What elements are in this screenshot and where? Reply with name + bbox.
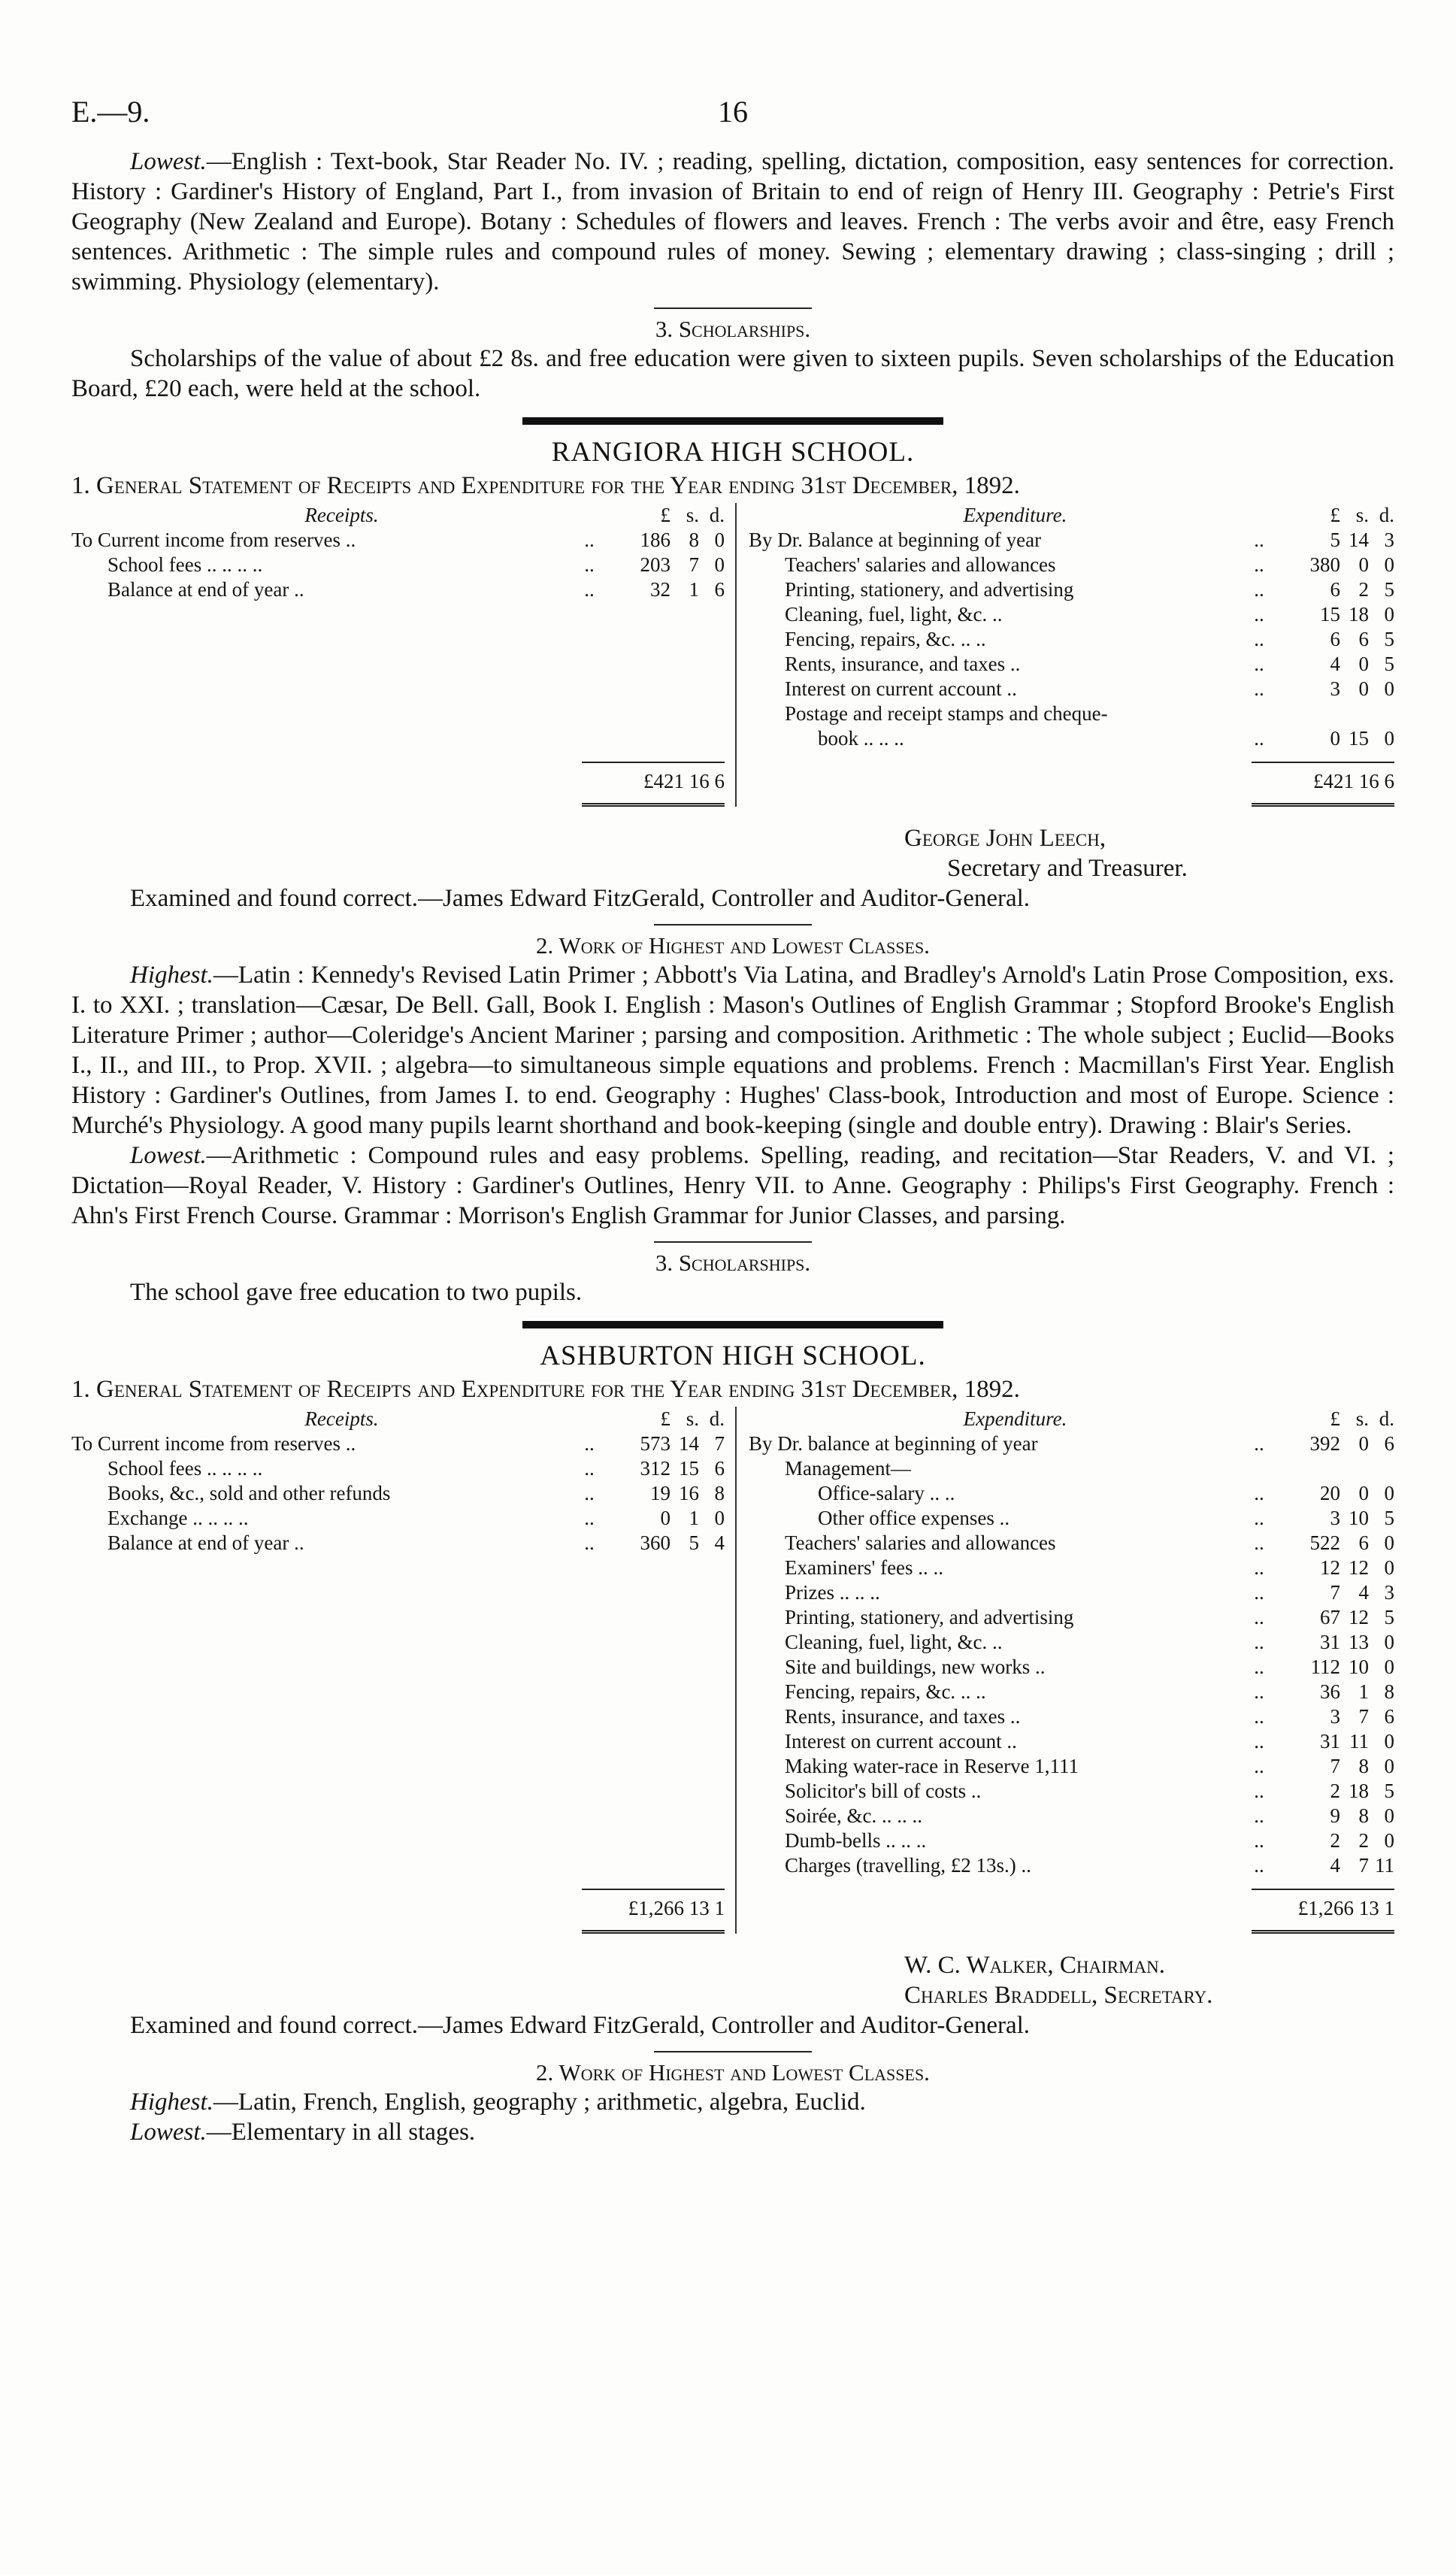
document-page <box>71 94 1394 2147</box>
highest-text: —Latin, French, English, geography ; arithmetic, algebra, Euclid. <box>213 2089 866 2116</box>
row-label: Printing, stationery, and advertising <box>785 578 1074 601</box>
divider <box>654 2051 812 2052</box>
table-row: Making water-race in Reserve 1,111 .. 7 8 0 <box>749 1754 1394 1779</box>
signature-line-2 <box>904 1980 1394 2010</box>
pence: 8 <box>1384 1680 1394 1703</box>
pounds: 0 <box>1330 727 1340 750</box>
pence: 6 <box>714 578 725 601</box>
receipts-header <box>71 1407 725 1431</box>
table-row: School fees .. .. .. .. .. 312 15 6 <box>71 1456 725 1481</box>
pounds: 392 <box>1309 1432 1340 1455</box>
row-label: By Dr. balance at beginning of year <box>749 1432 1038 1455</box>
table-row: Prizes .. .. .. .. 7 4 3 <box>749 1580 1394 1605</box>
receipts-total-value: £421 16 6 <box>643 770 725 792</box>
pence: 0 <box>1384 553 1394 576</box>
scholarships-paragraph: Scholarships of the value of about £2 8s. and free education were given to sixteen pupils. Seven scholarships of the Education Board, £20 each, were held at the school. <box>71 345 1394 402</box>
table-row: Balance at end of year .. .. 32 1 6 <box>71 577 725 602</box>
row-label: book .. .. .. <box>818 727 904 750</box>
pence: 7 <box>714 1432 725 1455</box>
pence: 4 <box>714 1531 725 1554</box>
table-row: Printing, stationery, and advertising .. 6 2 5 <box>749 577 1394 602</box>
pence: 5 <box>1384 653 1394 675</box>
shillings: 13 <box>1349 1631 1369 1653</box>
lowest-text: —English : Text-book, Star Reader No. IV. ; reading, spelling, dictation, composition, easy sentences for correction. History : Gardiner's History of England, Part I., from invasion of Britain to end of reign of Henry III. Geography : Petrie's First Geography (New Zealand and Europe). Botany : Schedules of flowers and leaves. French : The verbs avoir and être, easy French sentences. Arithmetic : The simple rules and compound rules of money. Sewing ; elementary drawing ; class-singing ; drill ; swimming. Physiology (elementary). <box>71 148 1394 295</box>
divider <box>654 924 812 925</box>
shillings: 7 <box>1358 1705 1369 1728</box>
table-row: Teachers' salaries and allowances .. 522 6 0 <box>749 1531 1394 1556</box>
row-label: Teachers' salaries and allowances <box>785 1531 1056 1554</box>
pounds: 20 <box>1320 1482 1340 1504</box>
pence-header: d. <box>1379 1407 1394 1430</box>
table-row: To Current income from reserves .. .. 186 8 0 <box>71 529 725 551</box>
shillings: 12 <box>1349 1606 1369 1628</box>
table-row: Cleaning, fuel, light, &c. .. .. 15 18 0 <box>749 602 1394 627</box>
table-row: Balance at end of year .. .. 360 5 4 <box>71 1531 725 1556</box>
lowest-text: —Arithmetic : Compound rules and easy problems. Spelling, reading, and recitation—Star Readers, V. and VI. ; Dictation—Royal Reader, V. History : Gardiner's Outlines, Henry VII. to Anne. Geography : Philips's First Geography. French : Ahn's First French Course. Grammar : Morrison's English Grammar for Junior Classes, and parsing. <box>71 1142 1394 1229</box>
shillings: 8 <box>1358 1804 1369 1827</box>
pounds: 4 <box>1330 1854 1340 1877</box>
pence: 6 <box>1384 1432 1394 1455</box>
row-label: By Dr. Balance at beginning of year <box>749 529 1042 551</box>
table-row: Books, &c., sold and other refunds .. 19 16 8 <box>71 1481 725 1506</box>
pounds: 573 <box>640 1432 670 1455</box>
row-label: Soirée, &c. .. .. .. <box>785 1804 922 1827</box>
table-row: Printing, stationery, and advertising .. 67 12 5 <box>749 1605 1394 1630</box>
pence: 6 <box>714 1457 725 1480</box>
divider <box>654 307 812 309</box>
pence-header: d. <box>1379 504 1394 526</box>
pounds: 2 <box>1330 1780 1340 1802</box>
pounds-header: £ <box>660 504 670 526</box>
shillings: 1 <box>1358 1680 1369 1703</box>
rangiora-title: RANGIORA HIGH SCHOOL. <box>551 437 915 468</box>
shillings: 7 <box>689 553 699 576</box>
pence: 0 <box>1384 1829 1394 1852</box>
row-label: Office-salary .. .. <box>818 1482 955 1504</box>
expenditure-total <box>749 762 1394 807</box>
shillings: 4 <box>1358 1581 1369 1604</box>
row-label: Fencing, repairs, &c. .. .. <box>785 628 986 650</box>
table-row: Fencing, repairs, &c. .. .. .. 36 1 8 <box>749 1680 1394 1704</box>
row-label: Prizes .. .. .. <box>785 1581 880 1604</box>
expenditure-header <box>749 1407 1394 1431</box>
section-divider <box>522 417 943 425</box>
pounds: 9 <box>1330 1804 1340 1827</box>
row-label: Solicitor's bill of costs .. <box>785 1780 982 1802</box>
expenditure-total <box>749 1889 1394 1934</box>
table-row: Fencing, repairs, &c. .. .. .. 6 6 5 <box>749 627 1394 652</box>
shillings: 14 <box>1349 529 1369 551</box>
examined-statement: Examined and found correct.—James Edward FitzGerald, Controller and Auditor-General. <box>130 885 1031 912</box>
pence: 11 <box>1375 1854 1394 1877</box>
table-row: By Dr. Balance at beginning of year .. 5 14 3 <box>749 529 1394 551</box>
row-label: Interest on current account .. <box>785 1730 1017 1753</box>
examined-statement: Examined and found correct.—James Edward FitzGerald, Controller and Auditor-General. <box>130 2012 1031 2039</box>
shillings: 6 <box>1358 628 1369 650</box>
lowest-label: Lowest. <box>130 1142 207 1169</box>
table-row <box>749 1456 1394 1481</box>
highest-label: Highest. <box>130 962 213 989</box>
ashburton-title: ASHBURTON HIGH SCHOOL. <box>540 1341 926 1371</box>
row-label: Postage and receipt stamps and cheque- <box>785 702 1108 725</box>
shillings: 12 <box>1349 1556 1369 1579</box>
signature-line-1 <box>904 1950 1394 1980</box>
pence: 0 <box>1384 1804 1394 1827</box>
pounds-header: £ <box>660 1407 670 1430</box>
page-header <box>71 94 1394 147</box>
pounds: 31 <box>1320 1631 1340 1653</box>
receipts-total <box>71 1889 725 1934</box>
rangiora-statement-heading: 1. General Statement of Receipts and Expenditure for the Year ending 31st December, 1892. <box>71 472 1020 499</box>
row-label: Rents, insurance, and taxes .. <box>785 1705 1021 1728</box>
pounds: 203 <box>640 553 670 576</box>
shillings: 2 <box>1358 578 1369 601</box>
ashburton-statement-table <box>71 1407 1394 1934</box>
table-row: Rents, insurance, and taxes .. .. 4 0 5 <box>749 652 1394 677</box>
receipts-column <box>71 1407 737 1934</box>
pence: 0 <box>714 553 725 576</box>
pence: 0 <box>714 1507 725 1529</box>
row-label: Cleaning, fuel, light, &c. .. <box>785 1631 1003 1653</box>
pence: 5 <box>1384 1780 1394 1802</box>
lowest-paragraph <box>71 2117 1394 2147</box>
pence: 0 <box>1384 727 1394 750</box>
pence: 0 <box>1384 1482 1394 1504</box>
work-heading: 2. Work of Highest and Lowest Classes. <box>536 932 930 959</box>
pence-header: d. <box>709 1407 725 1430</box>
shillings: 18 <box>1349 603 1369 626</box>
shillings: 15 <box>679 1457 699 1480</box>
pence: 0 <box>1384 1556 1394 1579</box>
shillings: 2 <box>1358 1829 1369 1852</box>
pounds: 12 <box>1320 1556 1340 1579</box>
shillings: 1 <box>689 578 699 601</box>
shillings-header: s. <box>1355 1407 1369 1430</box>
signature-title: Secretary and Treasurer. <box>947 855 1188 882</box>
table-row: Soirée, &c. .. .. .. .. 9 8 0 <box>749 1804 1394 1828</box>
row-label: Teachers' salaries and allowances <box>785 553 1056 576</box>
work-heading: 2. Work of Highest and Lowest Classes. <box>536 2059 930 2086</box>
table-row: To Current income from reserves .. .. 573 14 7 <box>71 1432 725 1455</box>
shillings: 8 <box>1358 1755 1369 1777</box>
pence: 5 <box>1384 1606 1394 1628</box>
pounds: 522 <box>1309 1531 1340 1554</box>
currency-header <box>1282 503 1394 528</box>
pence: 0 <box>1384 1631 1394 1653</box>
pence: 0 <box>1384 1656 1394 1678</box>
shillings: 0 <box>1358 1482 1369 1504</box>
shillings: 0 <box>1358 553 1369 576</box>
table-row: Teachers' salaries and allowances .. 380 0 0 <box>749 553 1394 577</box>
pounds-header: £ <box>1330 1407 1340 1430</box>
expenditure-total-value: £421 16 6 <box>1313 770 1394 792</box>
table-row: Interest on current account .. .. 3 0 0 <box>749 677 1394 701</box>
shillings: 5 <box>689 1531 699 1554</box>
lowest-paragraph <box>71 1141 1394 1231</box>
rangiora-statement-table <box>71 503 1394 807</box>
table-row: Charges (travelling, £2 13s.) .. .. 4 7 11 <box>749 1853 1394 1878</box>
row-label: Site and buildings, new works .. <box>785 1656 1046 1678</box>
highest-paragraph <box>71 2087 1394 2117</box>
row-label: Fencing, repairs, &c. .. .. <box>785 1680 986 1703</box>
pounds: 380 <box>1309 553 1340 576</box>
currency-header <box>1282 1407 1394 1431</box>
shillings-header: s. <box>1355 504 1369 526</box>
table-row: book .. .. .. .. 0 15 0 <box>749 726 1394 751</box>
row-label: Charges (travelling, £2 13s.) .. <box>785 1854 1031 1877</box>
table-row: Solicitor's bill of costs .. .. 2 18 5 <box>749 1779 1394 1804</box>
shillings: 14 <box>679 1432 699 1455</box>
receipts-total <box>71 762 725 807</box>
scholarships-heading: 3. Scholarships. <box>655 316 811 342</box>
pence: 0 <box>1384 1730 1394 1753</box>
row-label: Other office expenses .. <box>818 1507 1010 1529</box>
shillings: 0 <box>1358 653 1369 675</box>
table-row: By Dr. balance at beginning of year .. 392 0 6 <box>749 1432 1394 1455</box>
pounds-header: £ <box>1330 504 1340 526</box>
shillings-header: s. <box>686 1407 699 1430</box>
pence: 6 <box>1384 1705 1394 1728</box>
divider <box>654 1241 812 1243</box>
table-row: School fees .. .. .. .. .. 203 7 0 <box>71 553 725 577</box>
pence: 0 <box>1384 677 1394 700</box>
row-label: Cleaning, fuel, light, &c. .. <box>785 603 1003 626</box>
row-label: Rents, insurance, and taxes .. <box>785 653 1021 675</box>
shillings: 10 <box>1349 1656 1369 1678</box>
pounds: 2 <box>1330 1829 1340 1852</box>
lowest-label: Lowest. <box>130 148 207 175</box>
pence: 0 <box>1384 603 1394 626</box>
section-divider <box>522 1321 943 1328</box>
row-label: Exchange .. .. .. .. <box>107 1507 249 1529</box>
lowest-text: —Elementary in all stages. <box>206 2119 476 2146</box>
expenditure-column <box>737 1407 1394 1934</box>
pence: 3 <box>1384 529 1394 551</box>
row-label: Interest on current account .. <box>785 677 1017 700</box>
expenditure-header <box>749 503 1394 528</box>
pounds: 112 <box>1310 1656 1340 1678</box>
pounds: 67 <box>1320 1606 1340 1628</box>
ashburton-statement-heading: 1. General Statement of Receipts and Expenditure for the Year ending 31st December, 1892. <box>71 1376 1020 1403</box>
pounds: 31 <box>1320 1730 1340 1753</box>
receipts-total-value: £1,266 13 1 <box>628 1897 725 1919</box>
table-row: Cleaning, fuel, light, &c. .. .. 31 13 0 <box>749 1630 1394 1655</box>
row-label: To Current income from reserves .. <box>71 1432 356 1455</box>
scholarships-heading: 3. Scholarships. <box>655 1250 811 1276</box>
row-label: Examiners' fees .. .. <box>785 1556 944 1579</box>
row-label: Making water-race in Reserve 1,111 <box>785 1755 1079 1777</box>
row-label: School fees .. .. .. .. <box>107 553 263 576</box>
pence: 8 <box>714 1482 725 1504</box>
scholarships-paragraph: The school gave free education to two pupils. <box>130 1279 583 1306</box>
table-row: Interest on current account .. .. 31 11 0 <box>749 1729 1394 1754</box>
highest-text: —Latin : Kennedy's Revised Latin Primer ; Abbott's Via Latina, and Bradley's Arnold's Latin Prose Composition, exs. I. to XXI. ; translation—Cæsar, De Bell. Gall, Book I. English : Mason's Outlines of English Grammar ; Stopford Brooke's English Literature Primer ; author—Coleridge's Ancient Mariner ; parsing and composition. Arithmetic : The whole subject ; Euclid—Books I., II., and III., to Prop. XVII. ; algebra—to simultaneous simple equations and problems. French : Macmillan's First Year. English History : Gardiner's Outlines, from James I. to end. Geography : Hughes' Class-book, Introduction and most of Europe. Science : Murché's Physiology. A good many pupils learnt shorthand and book-keeping (single and double entry). Drawing : Blair's Series. <box>71 962 1394 1139</box>
currency-header <box>612 1407 725 1431</box>
receipts-header <box>71 503 725 528</box>
table-row: Exchange .. .. .. .. .. 0 1 0 <box>71 1506 725 1531</box>
pounds: 186 <box>640 529 670 551</box>
pounds: 6 <box>1330 628 1340 650</box>
table-row: Rents, insurance, and taxes .. .. 3 7 6 <box>749 1704 1394 1729</box>
signature-secretary: Charles Braddell, Secretary. <box>904 1982 1213 2009</box>
receipts-heading: Receipts. <box>304 504 379 526</box>
signature-name: George John Leech, <box>904 825 1106 852</box>
pounds: 15 <box>1320 603 1340 626</box>
shillings: 15 <box>1349 727 1369 750</box>
table-row: Office-salary .. .. .. 20 0 0 <box>749 1481 1394 1506</box>
currency-header <box>612 503 725 528</box>
pounds: 5 <box>1330 529 1340 551</box>
shillings: 8 <box>689 529 699 551</box>
shillings: 6 <box>1358 1531 1369 1554</box>
pence: 5 <box>1384 1507 1394 1529</box>
expenditure-heading: Expenditure. <box>963 504 1067 526</box>
pounds: 36 <box>1320 1680 1340 1703</box>
pounds: 19 <box>650 1482 670 1504</box>
row-label: Books, &c., sold and other refunds <box>107 1482 391 1504</box>
lowest-label: Lowest. <box>130 2119 207 2146</box>
pounds: 0 <box>660 1507 670 1529</box>
shillings: 1 <box>689 1507 699 1529</box>
shillings: 11 <box>1349 1730 1369 1753</box>
pence: 3 <box>1384 1581 1394 1604</box>
expenditure-total-value: £1,266 13 1 <box>1297 1897 1394 1919</box>
row-label: Management— <box>785 1457 911 1480</box>
table-row <box>749 701 1394 726</box>
pounds: 3 <box>1330 1507 1340 1529</box>
table-row: Other office expenses .. .. 3 10 5 <box>749 1506 1394 1531</box>
pence: 0 <box>1384 1755 1394 1777</box>
row-label: Balance at end of year .. <box>107 1531 304 1554</box>
receipts-heading: Receipts. <box>304 1407 379 1430</box>
pounds: 7 <box>1330 1581 1340 1604</box>
shillings-header: s. <box>686 504 699 526</box>
highest-paragraph <box>71 960 1394 1141</box>
shillings: 10 <box>1349 1507 1369 1529</box>
pence: 5 <box>1384 628 1394 650</box>
expenditure-heading: Expenditure. <box>963 1407 1067 1430</box>
pounds: 312 <box>640 1457 670 1480</box>
pounds: 6 <box>1330 578 1340 601</box>
row-label: Dumb-bells .. .. .. <box>785 1829 927 1852</box>
table-row: Site and buildings, new works .. .. 112 10 0 <box>749 1655 1394 1680</box>
pence: 0 <box>714 529 725 551</box>
highest-label: Highest. <box>130 2089 213 2116</box>
shillings: 0 <box>1358 677 1369 700</box>
pounds: 32 <box>650 578 670 601</box>
pounds: 3 <box>1330 677 1340 700</box>
page-number: 16 <box>718 95 748 129</box>
pounds: 3 <box>1330 1705 1340 1728</box>
pounds: 4 <box>1330 653 1340 675</box>
receipts-column <box>71 503 737 807</box>
pence: 0 <box>1384 1531 1394 1554</box>
signature-chairman: W. C. Walker, Chairman. <box>904 1952 1165 1979</box>
pounds: 360 <box>640 1531 670 1554</box>
shillings: 0 <box>1358 1432 1369 1455</box>
shillings: 18 <box>1349 1780 1369 1802</box>
row-label: To Current income from reserves .. <box>71 529 356 551</box>
document-reference: E.—9. <box>71 95 150 129</box>
shillings: 7 <box>1358 1854 1369 1877</box>
row-label: Balance at end of year .. <box>107 578 304 601</box>
pence-header: d. <box>709 504 725 526</box>
shillings: 16 <box>679 1482 699 1504</box>
intro-lowest-paragraph <box>71 147 1394 297</box>
row-label: Printing, stationery, and advertising <box>785 1606 1074 1628</box>
row-label: School fees .. .. .. .. <box>107 1457 263 1480</box>
table-row: Examiners' fees .. .. .. 12 12 0 <box>749 1556 1394 1580</box>
pounds: 7 <box>1330 1755 1340 1777</box>
expenditure-column <box>737 503 1394 807</box>
table-row: Dumb-bells .. .. .. .. 2 2 0 <box>749 1828 1394 1853</box>
pence: 5 <box>1384 578 1394 601</box>
